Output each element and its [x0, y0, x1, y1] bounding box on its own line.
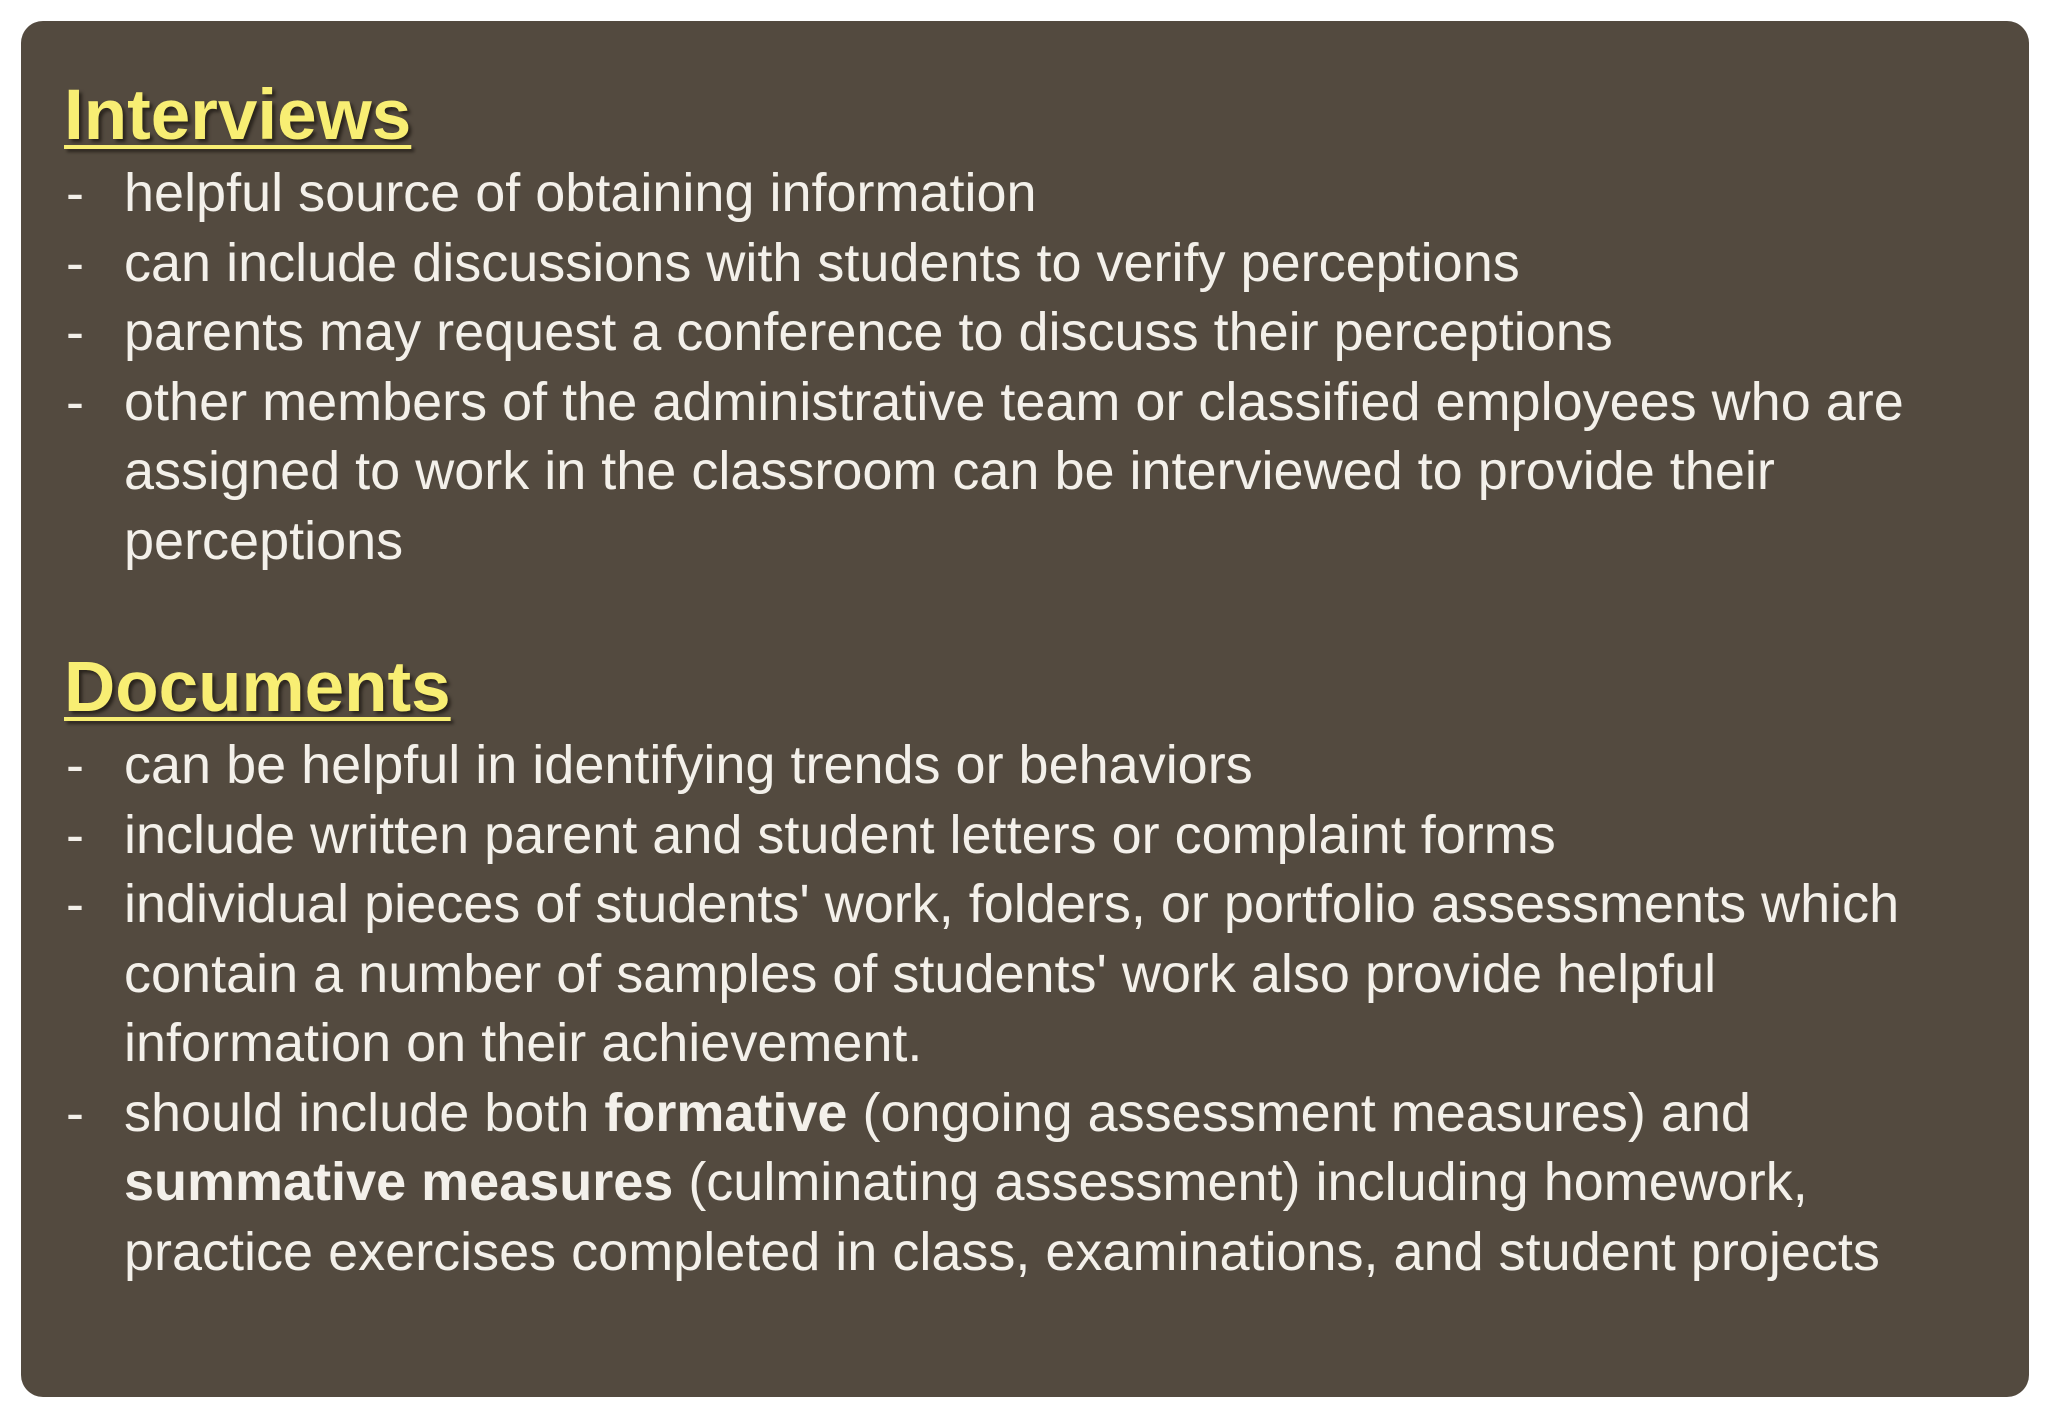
- list-item: [64, 368, 1989, 577]
- interviews-section: [64, 73, 1989, 576]
- slide-card: [21, 21, 2029, 1397]
- dash-bullet-icon: -: [66, 804, 84, 865]
- interviews-heading: Interviews: [64, 76, 412, 155]
- documents-list: [64, 731, 1989, 1287]
- interviews-list: [64, 159, 1989, 576]
- list-item-text: can be helpful in identifying trends or behaviors: [124, 735, 1253, 795]
- formative-note-text: (ongoing assessment measures) and: [847, 1082, 1751, 1143]
- dash-bullet-icon: -: [66, 371, 84, 432]
- dash-bullet-icon: -: [66, 735, 84, 795]
- assessment-lead-text: should include both: [124, 1082, 605, 1143]
- dash-bullet-icon: -: [66, 874, 84, 934]
- list-item: [64, 731, 1989, 801]
- list-item-text: helpful source of obtaining information: [124, 163, 1037, 223]
- assessment-rest-text: (culminating assessment) including homework, practice exercises completed in class, examinations, and student projects: [124, 1152, 1880, 1282]
- formative-term: formative: [604, 1082, 848, 1143]
- list-item: [64, 298, 1989, 368]
- list-item-text: other members of the administrative team or classified employees who are assigned to work in the classroom can be interviewed to provide their perceptions: [124, 371, 1904, 571]
- documents-heading: Documents: [64, 648, 451, 727]
- list-item: [64, 801, 1989, 871]
- section-spacer: [64, 576, 1989, 645]
- list-item: [64, 1079, 1989, 1288]
- list-item: [64, 229, 1989, 299]
- list-item-text: can include discussions with students to verify perceptions: [124, 232, 1520, 293]
- summative-term: summative measures: [124, 1152, 674, 1212]
- dash-bullet-icon: -: [66, 302, 84, 362]
- list-item-text: include written parent and student letters or complaint forms: [124, 804, 1556, 865]
- dash-bullet-icon: -: [66, 163, 84, 223]
- dash-bullet-icon: -: [66, 232, 84, 293]
- dash-bullet-icon: -: [66, 1082, 84, 1143]
- list-item: [64, 159, 1989, 229]
- list-item-text: individual pieces of students' work, folders, or portfolio assessments which contain a number of samples of students' work also provide helpful information on their achievement.: [124, 874, 1900, 1073]
- documents-section: [64, 645, 1989, 1287]
- list-item-text: parents may request a conference to discuss their perceptions: [124, 302, 1613, 362]
- list-item: [64, 870, 1989, 1079]
- list-item-text: [124, 1083, 1880, 1282]
